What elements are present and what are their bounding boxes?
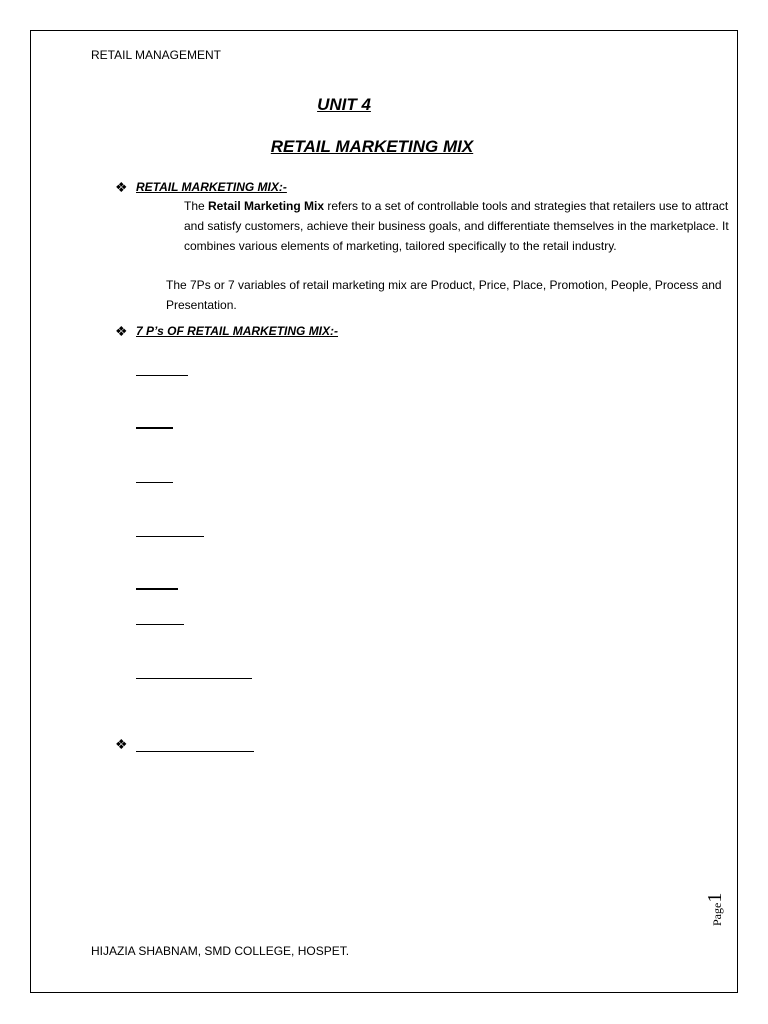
definition-body: refers to a set of controllable tools and strategies that retailers use to attract and satisfy customers, achieve their business goals, and differentiate themselves in the marketplace. It combines various elements of marketing, tailored specifically to the retail industry. [184,199,729,253]
definition-term: Retail Marketing Mix [208,199,325,213]
bullet-icon: ❖ [115,736,128,752]
blank-line [136,588,178,590]
blank-line [136,751,254,752]
blank-line [136,624,184,625]
page-footer: HIJAZIA SHABNAM, SMD COLLEGE, HOSPET. [91,944,350,958]
unit-title: UNIT 4 [317,95,371,114]
bullet-icon: ❖ [115,179,128,195]
bullet-icon: ❖ [115,323,128,339]
definition-paragraph [136,197,744,256]
page-header: RETAIL MANAGEMENT [91,48,222,62]
blank-line [136,427,173,429]
seven-ps-paragraph: The 7Ps or 7 variables of retail marketing mix are Product, Price, Place, Promotion, People, Process and Presentation. [166,278,722,312]
definition-prefix: The [184,199,209,213]
blank-line [136,375,188,376]
section-heading-7ps: 7 P’s OF RETAIL MARKETING MIX:- [136,324,339,338]
blank-line [136,536,204,537]
page-border [30,30,738,993]
blank-line [136,678,252,679]
main-title: RETAIL MARKETING MIX [270,137,474,156]
blank-line [136,482,173,483]
page-number-label [704,880,744,930]
section-heading-retail-marketing-mix: RETAIL MARKETING MIX:- [136,180,287,194]
page-word: Page [710,902,724,926]
page-number: 1 [704,892,726,903]
